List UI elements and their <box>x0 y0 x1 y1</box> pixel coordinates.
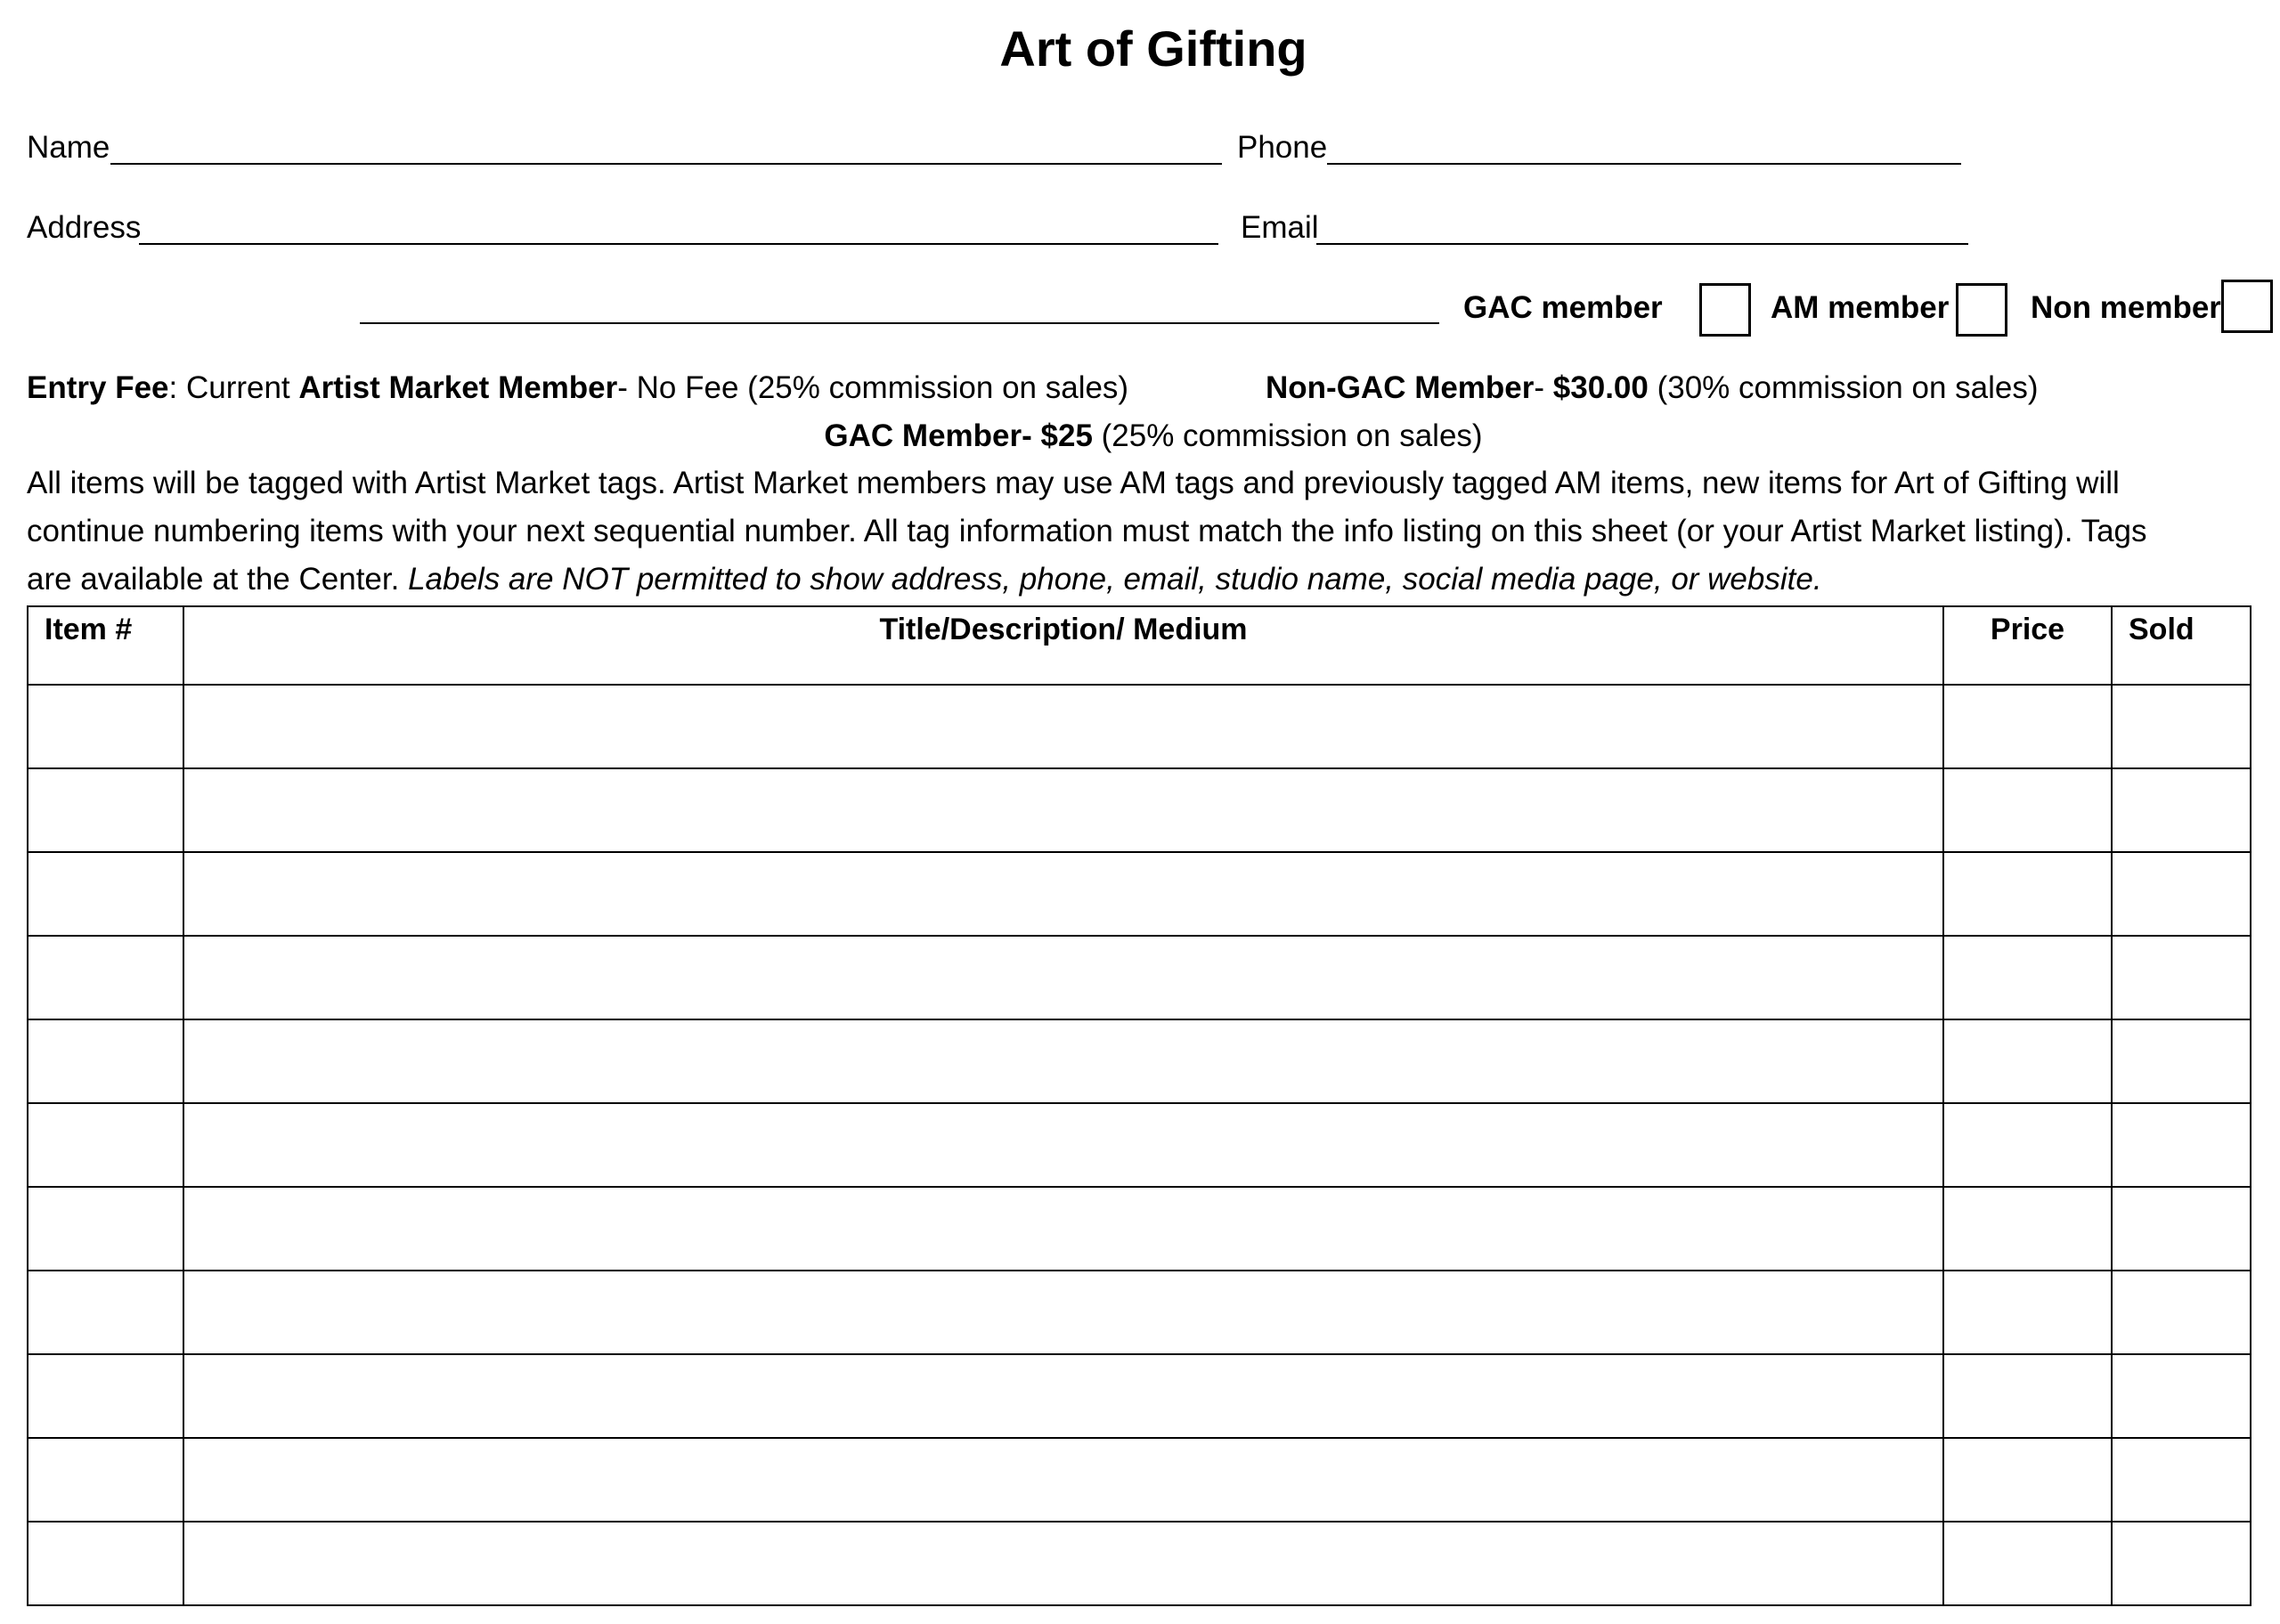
instructions-line-2: continue numbering items with your next sequential number. All tag information must match the info listing on this sheet (or your Artist Market listing). Tags <box>27 514 2147 548</box>
price-cell[interactable] <box>1943 1522 2112 1605</box>
table-row <box>28 1522 2251 1605</box>
am-member-label: AM member <box>1771 290 1950 325</box>
item-cell[interactable] <box>28 768 183 852</box>
labels-restriction-note: Labels are NOT permitted to show address, phone, email, studio name, social media page, or website. <box>408 562 1822 597</box>
entry-fee-gac <box>0 418 2280 454</box>
non-member-label: Non member <box>2031 290 2221 325</box>
table-row <box>28 1438 2251 1522</box>
col-header-title: Title/Description/ Medium <box>183 606 1943 685</box>
sold-cell[interactable] <box>2112 1019 2251 1103</box>
form-title: Art of Gifting <box>999 20 1307 77</box>
sold-cell[interactable] <box>2112 1271 2251 1354</box>
items-table <box>27 605 2252 1606</box>
title-cell[interactable] <box>183 936 1943 1019</box>
title-cell[interactable] <box>183 1019 1943 1103</box>
item-cell[interactable] <box>28 1522 183 1605</box>
sold-cell[interactable] <box>2112 1103 2251 1187</box>
instructions-line-1: All items will be tagged with Artist Market tags. Artist Market members may use AM tags and previously tagged AM items, new items for Art of Gifting will <box>27 466 2120 500</box>
nongac-fee-dash: - <box>1534 370 1553 405</box>
table-row <box>28 1103 2251 1187</box>
sold-cell[interactable] <box>2112 936 2251 1019</box>
phone-field[interactable] <box>1327 163 1961 165</box>
table-row <box>28 1019 2251 1103</box>
col-header-price: Price <box>1943 606 2112 685</box>
entry-fee-am <box>27 370 1128 406</box>
entry-fee-nongac <box>1266 370 2039 406</box>
sold-cell[interactable] <box>2112 1354 2251 1438</box>
sold-cell[interactable] <box>2112 852 2251 936</box>
name-label: Name <box>27 130 110 165</box>
am-member-fee-label: Artist Market Member <box>298 370 618 405</box>
price-cell[interactable] <box>1943 936 2112 1019</box>
address-field[interactable] <box>139 243 1218 245</box>
item-cell[interactable] <box>28 1187 183 1271</box>
gac-member-checkbox[interactable] <box>1699 283 1751 337</box>
title-cell[interactable] <box>183 1103 1943 1187</box>
nongac-fee-amount: $30.00 <box>1552 370 1649 405</box>
sold-cell[interactable] <box>2112 768 2251 852</box>
sold-cell[interactable] <box>2112 1522 2251 1605</box>
am-member-checkbox[interactable] <box>1956 283 2007 337</box>
gac-fee-commission: (25% commission on sales) <box>1092 418 1483 453</box>
title-cell[interactable] <box>183 1438 1943 1522</box>
item-cell[interactable] <box>28 1019 183 1103</box>
nongac-fee-label: Non-GAC Member <box>1266 370 1535 405</box>
non-member-checkbox[interactable] <box>2221 280 2273 333</box>
nongac-fee-commission: (30% commission on sales) <box>1648 370 2039 405</box>
col-header-item: Item # <box>28 606 183 685</box>
table-row <box>28 768 2251 852</box>
sold-cell[interactable] <box>2112 1187 2251 1271</box>
item-cell[interactable] <box>28 1271 183 1354</box>
address-line-2-field[interactable] <box>360 322 1439 324</box>
title-cell[interactable] <box>183 768 1943 852</box>
item-cell[interactable] <box>28 685 183 768</box>
table-row <box>28 685 2251 768</box>
table-row <box>28 1271 2251 1354</box>
email-label: Email <box>1241 210 1319 245</box>
address-label: Address <box>27 210 142 245</box>
sold-cell[interactable] <box>2112 685 2251 768</box>
item-cell[interactable] <box>28 936 183 1019</box>
instructions-line-3 <box>27 556 1822 604</box>
price-cell[interactable] <box>1943 1187 2112 1271</box>
table-row <box>28 852 2251 936</box>
price-cell[interactable] <box>1943 768 2112 852</box>
price-cell[interactable] <box>1943 1438 2112 1522</box>
table-row <box>28 1354 2251 1438</box>
name-field[interactable] <box>110 163 1222 165</box>
title-cell[interactable] <box>183 1187 1943 1271</box>
email-field[interactable] <box>1316 243 1968 245</box>
price-cell[interactable] <box>1943 1103 2112 1187</box>
item-cell[interactable] <box>28 1354 183 1438</box>
gac-fee-label: GAC Member- $25 <box>824 418 1093 453</box>
item-cell[interactable] <box>28 1438 183 1522</box>
title-cell[interactable] <box>183 1522 1943 1605</box>
price-cell[interactable] <box>1943 1354 2112 1438</box>
entry-fee-current: : Current <box>168 370 299 405</box>
items-table-body <box>28 685 2251 1605</box>
am-member-fee-text: - No Fee (25% commission on sales) <box>617 370 1129 405</box>
col-header-sold: Sold <box>2112 606 2251 685</box>
title-cell[interactable] <box>183 1354 1943 1438</box>
price-cell[interactable] <box>1943 1019 2112 1103</box>
price-cell[interactable] <box>1943 852 2112 936</box>
table-row <box>28 1187 2251 1271</box>
entry-fee-label: Entry Fee <box>27 370 169 405</box>
price-cell[interactable] <box>1943 685 2112 768</box>
price-cell[interactable] <box>1943 1271 2112 1354</box>
item-cell[interactable] <box>28 852 183 936</box>
instructions-availability: are available at the Center. <box>27 562 409 597</box>
table-row <box>28 936 2251 1019</box>
title-cell[interactable] <box>183 852 1943 936</box>
title-cell[interactable] <box>183 1271 1943 1354</box>
title-cell[interactable] <box>183 685 1943 768</box>
item-cell[interactable] <box>28 1103 183 1187</box>
table-header-row <box>28 606 2251 685</box>
gac-member-label: GAC member <box>1463 290 1663 325</box>
phone-label: Phone <box>1237 130 1328 165</box>
sold-cell[interactable] <box>2112 1438 2251 1522</box>
